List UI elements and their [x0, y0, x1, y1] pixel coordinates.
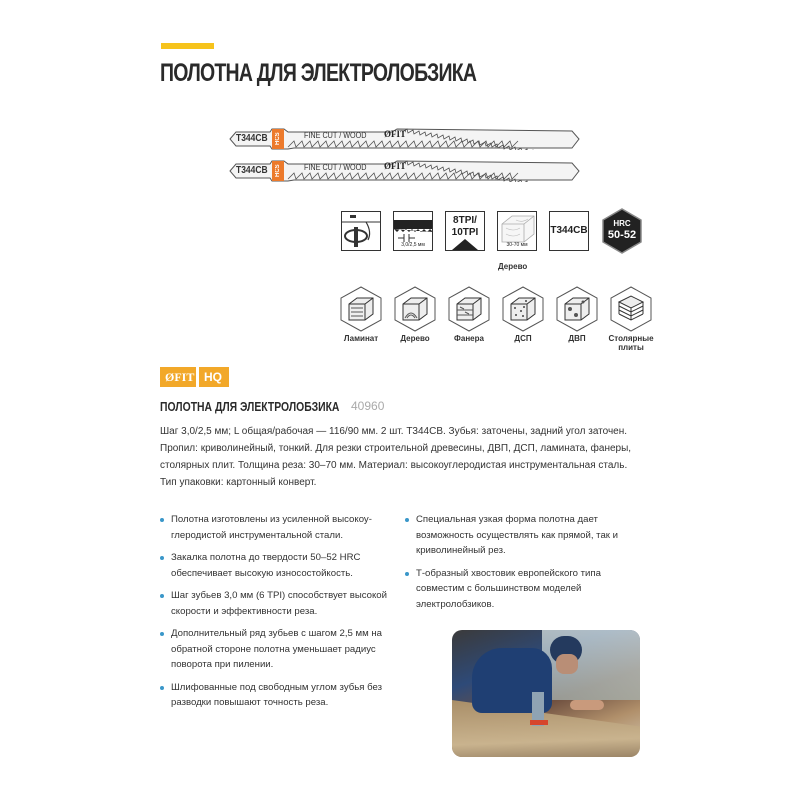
feature-item: Дополнительный ряд зубьев с шагом 2,5 мм на обратной стороне полотна уменьшает радиус поворота при пилении.	[158, 626, 403, 673]
tooth-step-icon	[393, 211, 433, 251]
thickness-caption: Дерево	[498, 262, 528, 271]
tpi-line2: 10TPI	[451, 227, 479, 238]
saw-blade-image	[222, 128, 582, 150]
spec-icons	[341, 211, 643, 254]
brand-badges	[160, 367, 229, 387]
blade-label: FINE CUT / WOOD	[304, 162, 367, 172]
material-label: Столярные плиты	[608, 334, 654, 352]
blade-brand: ØFIT	[384, 129, 407, 139]
worker-with-jigsaw-photo	[452, 630, 640, 757]
hrc-label: HRC	[613, 219, 631, 228]
features-right	[403, 512, 643, 619]
material-wood	[392, 286, 438, 352]
code-value: T344CB	[550, 225, 588, 236]
tpi-icon	[445, 211, 485, 251]
materials-list	[338, 286, 654, 352]
blade-brand: ØFIT	[384, 161, 407, 171]
material-label: Ламинат	[343, 334, 379, 343]
feature-item: Шлифованные под свободным углом зубья без разводки повышают точность реза.	[158, 680, 403, 711]
thickness-value: 30-70 мм	[506, 242, 528, 248]
product-sku: 40960	[351, 399, 385, 413]
code-icon	[549, 211, 589, 251]
material-label: ДВП	[568, 334, 586, 343]
accent-bar	[161, 43, 214, 49]
material-label: Фанера	[454, 334, 484, 343]
chipboard-icon	[501, 286, 545, 332]
saw-blade-image	[222, 160, 582, 182]
triangle-icon	[452, 239, 478, 250]
blade-material: HCS	[275, 132, 281, 146]
product-description: Шаг 3,0/2,5 мм; L общая/рабочая — 116/90 мм. 2 шт. T344CB. Зубья: заточены, задний угол заточен. Пропил: криволинейный, тонкий. Для резки строительной древесины, ДВП, ДСП, ламината, фанеры, столярных плит. Толщина реза: 30–70 мм. Материал: высокоуглеродистая инструментальная сталь. Тип упаковки: картонный конверт.	[160, 426, 632, 488]
wood-icon	[393, 286, 437, 332]
material-joinery-board	[608, 286, 654, 352]
page-title: ПОЛОТНА ДЛЯ ЭЛЕКТРОЛОБЗИКА	[160, 59, 477, 87]
hrc-value: 50-52	[607, 229, 637, 241]
material-fiberboard	[554, 286, 600, 352]
blade-material: HCS	[275, 164, 281, 178]
blade-label: FINE CUT / WOOD	[304, 130, 367, 140]
material-laminate	[338, 286, 384, 352]
blade-code: T344CB	[236, 165, 268, 176]
features-left	[158, 512, 403, 718]
curve-cut-icon	[341, 211, 381, 251]
wood-thickness-icon	[497, 211, 537, 251]
feature-item: Закалка полотна до твердости 50–52 HRC обеспечивает высокую износостойкость.	[158, 550, 403, 581]
fit-logo-badge: ØFIT	[160, 367, 196, 387]
material-label: ДСП	[514, 334, 532, 343]
material-chipboard	[500, 286, 546, 352]
product-title	[160, 398, 384, 416]
material-label: Дерево	[400, 334, 430, 343]
product-name: ПОЛОТНА ДЛЯ ЭЛЕКТРОЛОБЗИКА	[160, 399, 340, 414]
tpi-line1: 8TPI/	[453, 215, 477, 226]
tooth-step-value: 3,0/2,5 мм	[401, 242, 425, 248]
feature-item: Специальная узкая форма полотна дает возможность осуществлять как прямой, так и криволинейный рез.	[403, 512, 643, 559]
joinery-board-icon	[609, 286, 653, 332]
laminate-icon	[339, 286, 383, 332]
hq-badge: HQ	[199, 367, 229, 387]
plywood-icon	[447, 286, 491, 332]
feature-item: Полотна изготовлены из усиленной высокоуглеродистой инструментальной стали.	[158, 512, 403, 543]
hrc-icon	[601, 208, 643, 254]
fiberboard-icon	[555, 286, 599, 332]
blade-code: T344CB	[236, 133, 268, 144]
feature-item: Шаг зубьев 3,0 мм (6 TPI) способствует высокой скорости и эффективности реза.	[158, 588, 403, 619]
feature-item: Т-образный хвостовик европейского типа совместим с большинством моделей электролобзиков.	[403, 566, 643, 613]
material-plywood	[446, 286, 492, 352]
